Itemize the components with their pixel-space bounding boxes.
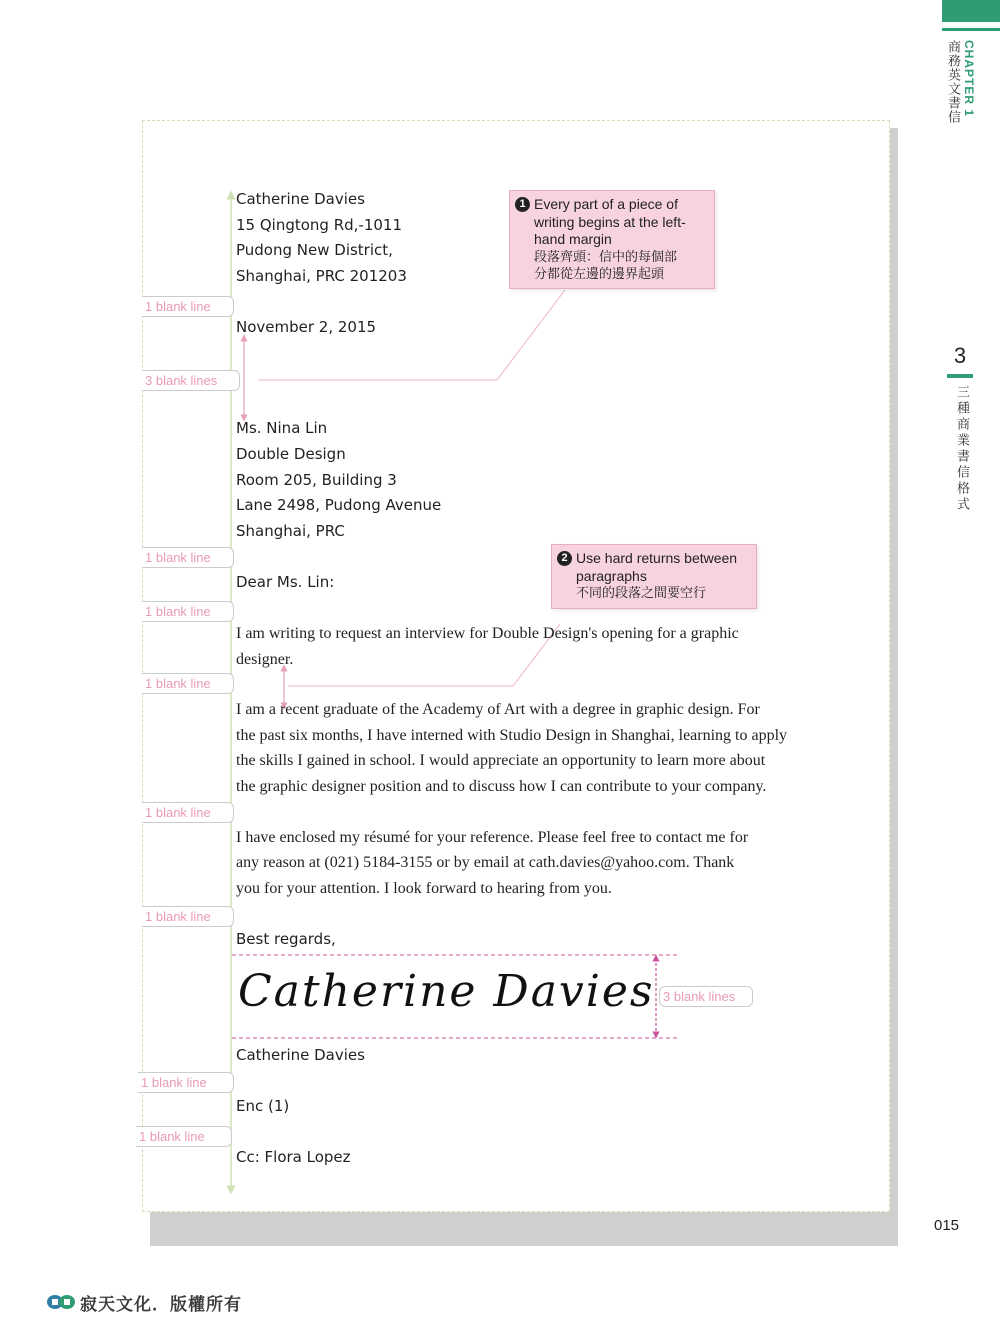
note-hard-returns bbox=[551, 544, 757, 609]
note-line: paragraphs bbox=[576, 567, 647, 584]
para3-line: any reason at (021) 5184-3155 or by email at cath.davies@yahoo.com. Thank bbox=[236, 854, 735, 871]
footer-copyright: 寂天文化．版權所有 bbox=[80, 1295, 242, 1315]
note-line-zh: 分都從左邊的邊界起頭 bbox=[534, 267, 665, 282]
salutation: Dear Ms. Lin: bbox=[236, 573, 335, 591]
para2-line: the graphic designer position and to discuss how I can contribute to your company. bbox=[236, 778, 767, 795]
sender-street: 15 Qingtong Rd,-1011 bbox=[236, 216, 403, 234]
chapter-title-zh: 商務英文書信 bbox=[945, 40, 960, 124]
para2-line: the past six months, I have interned with Studio Design in Shanghai, learning to apply bbox=[236, 727, 788, 744]
sender-city: Shanghai, PRC 201203 bbox=[236, 267, 407, 285]
para1-line: designer. bbox=[236, 651, 294, 668]
blank-line-label: 1 blank line bbox=[142, 906, 234, 927]
note-line-zh: 段落齊頭：信中的每個部 bbox=[534, 249, 678, 265]
note-number-badge: 2 bbox=[557, 551, 572, 566]
blank-line-label: 1 blank line bbox=[142, 673, 234, 694]
blank-line-label: 1 blank line bbox=[136, 1126, 232, 1147]
para1-line: I am writing to request an interview for Double Design's opening for a graphic bbox=[236, 625, 739, 642]
blank-line-label: 1 blank line bbox=[138, 1072, 234, 1093]
enclosure: Enc (1) bbox=[236, 1097, 290, 1115]
cc-line: Cc: Flora Lopez bbox=[236, 1148, 351, 1166]
letter-date: November 2, 2015 bbox=[236, 318, 377, 336]
sender-name: Catherine Davies bbox=[236, 190, 365, 208]
note-number-badge: 1 bbox=[515, 197, 530, 212]
note-line: Every part of a piece of bbox=[534, 196, 678, 212]
para2-line: the skills I gained in school. I would appreciate an opportunity to learn more about bbox=[236, 752, 766, 769]
note-line: Use hard returns between bbox=[576, 550, 738, 566]
section-title-zh: 三種商業書信格式 bbox=[954, 385, 969, 513]
closing: Best regards, bbox=[236, 930, 336, 948]
section-number: 3 bbox=[953, 343, 967, 368]
blank-lines-label: 3 blank lines bbox=[142, 370, 240, 391]
chapter-label: CHAPTER 1 bbox=[962, 40, 976, 118]
blank-line-label: 1 blank line bbox=[142, 296, 234, 317]
note-line-zh: 不同的段落之間要空行 bbox=[576, 586, 707, 601]
note-left-margin bbox=[509, 190, 715, 289]
sender-district: Pudong New District, bbox=[236, 241, 393, 259]
recipient-city: Shanghai, PRC bbox=[236, 522, 345, 540]
recipient-name: Ms. Nina Lin bbox=[236, 419, 328, 437]
note-line: hand margin bbox=[534, 231, 612, 247]
recipient-street: Lane 2498, Pudong Avenue bbox=[236, 496, 442, 514]
blank-line-label: 1 blank line bbox=[142, 601, 234, 622]
para3-line: I have enclosed my résumé for your reference. Please feel free to contact me for bbox=[236, 829, 749, 846]
para3-line: you for your attention. I look forward to hearing from you. bbox=[236, 880, 612, 897]
page-number: 015 bbox=[934, 1217, 960, 1234]
handwritten-signature: Catherine Davies bbox=[238, 966, 655, 1017]
blank-line-label: 1 blank line bbox=[142, 802, 234, 823]
recipient-room: Room 205, Building 3 bbox=[236, 471, 397, 489]
para2-line: I am a recent graduate of the Academy of Art with a degree in graphic design. For bbox=[236, 701, 760, 718]
publisher-logo-icon bbox=[46, 1292, 76, 1312]
signature-blank-lines-label: 3 blank lines bbox=[659, 986, 753, 1007]
note-line: writing begins at the left- bbox=[534, 213, 686, 230]
blank-line-label: 1 blank line bbox=[142, 547, 234, 568]
typed-name: Catherine Davies bbox=[236, 1046, 365, 1064]
recipient-company: Double Design bbox=[236, 445, 346, 463]
